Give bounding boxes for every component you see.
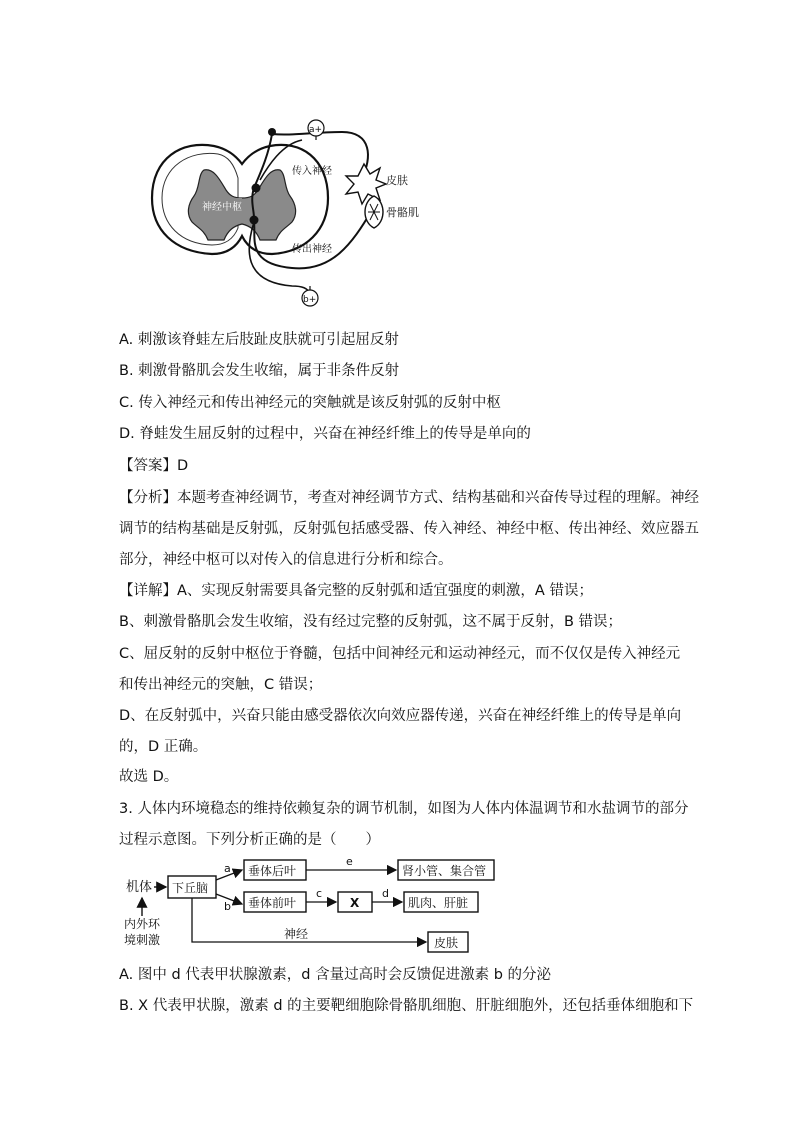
detail-line-4: 和传出神经元的突触，C 错误； (119, 677, 323, 693)
analysis-line-3: 部分，神经中枢可以对传入的信息进行分析和综合。 (119, 552, 453, 568)
q2-option-b: B. 刺激骨骼肌会发生收缩，属于非条件反射 (119, 363, 400, 379)
label-c: c (316, 887, 323, 900)
reflex-arc-figure (142, 118, 422, 310)
q3-stem-line-1: 3. 人体内环境稳态的维持依赖复杂的调节机制，如图为人体内体温调节和水盐调节的部分 (119, 801, 689, 817)
nerve-center-label: 神经中枢 (202, 202, 242, 213)
analysis-line-2: 调节的结构基础是反射弧，反射弧包括感受器、传入神经、神经中枢、传出神经、效应器五 (119, 521, 699, 537)
nerve-label: 神经 (284, 927, 309, 941)
posterior-pituitary-label: 垂体后叶 (248, 864, 297, 878)
anterior-pituitary-label: 垂体前叶 (248, 896, 297, 910)
analysis-line-1: 【分析】本题考查神经调节，考查对神经调节方式、结构基础和兴奋传导过程的理解。神经 (119, 490, 699, 506)
kidney-label: 肾小管、集合管 (402, 864, 487, 878)
q3-option-a: A. 图中 d 代表甲状腺激素，d 含量过高时会反馈促进激素 b 的分泌 (119, 967, 552, 983)
detail-line-2: B、刺激骨骼肌会发生收缩，没有经过完整的反射弧，这不属于反射，B 错误； (119, 614, 623, 630)
x-label: X (350, 896, 360, 910)
body-label: 机体 (126, 880, 153, 895)
detail-line-5: D、在反射弧中，兴奋只能由感受器依次向效应器传递，兴奋在神经纤维上的传导是单向 (119, 708, 682, 724)
muscle-liver-label: 肌肉、肝脏 (408, 896, 469, 910)
hypothalamus-label: 下丘脑 (172, 881, 209, 895)
efferent-label: 传出神经 (292, 244, 332, 255)
q3-stem-line-2: 过程示意图。下列分析正确的是（ ） (119, 832, 380, 848)
electrode-a-label: a+ (309, 125, 323, 135)
detail-line-1: 【详解】A、实现反射需要具备完整的反射弧和适宜强度的刺激，A 错误； (119, 583, 593, 599)
label-b: b (224, 900, 231, 913)
label-a: a (224, 862, 231, 875)
electrode-b-label: b+ (303, 295, 317, 305)
label-e: e (346, 856, 353, 868)
stimulus-line-2: 境刺激 (124, 933, 161, 947)
detail-line-6: 的，D 正确。 (119, 739, 208, 755)
detail-line-7: 故选 D。 (119, 769, 179, 785)
label-d: d (382, 887, 389, 900)
skin-box-label: 皮肤 (434, 936, 459, 950)
q2-option-c: C. 传入神经元和传出神经元的突触就是该反射弧的反射中枢 (119, 395, 501, 411)
q2-option-d: D. 脊蛙发生屈反射的过程中，兴奋在神经纤维上的传导是单向的 (119, 426, 531, 442)
q2-option-a: A. 刺激该脊蛙左后肢趾皮肤就可引起屈反射 (119, 332, 399, 348)
skin-label: 皮肤 (386, 174, 408, 187)
afferent-label: 传入神经 (292, 166, 332, 177)
detail-line-3: C、屈反射的反射中枢位于脊髓，包括中间神经元和运动神经元，而不仅仅是传入神经元 (119, 646, 681, 662)
answer-line: 【答案】D (119, 458, 189, 474)
muscle-label: 骨骼肌 (386, 206, 419, 219)
q3-option-b: B. X 代表甲状腺，激素 d 的主要靶细胞除骨骼肌细胞、肝脏细胞外，还包括垂体细胞和下 (119, 998, 694, 1014)
stimulus-line-1: 内外环 (124, 917, 161, 931)
regulation-flowchart (124, 856, 504, 958)
